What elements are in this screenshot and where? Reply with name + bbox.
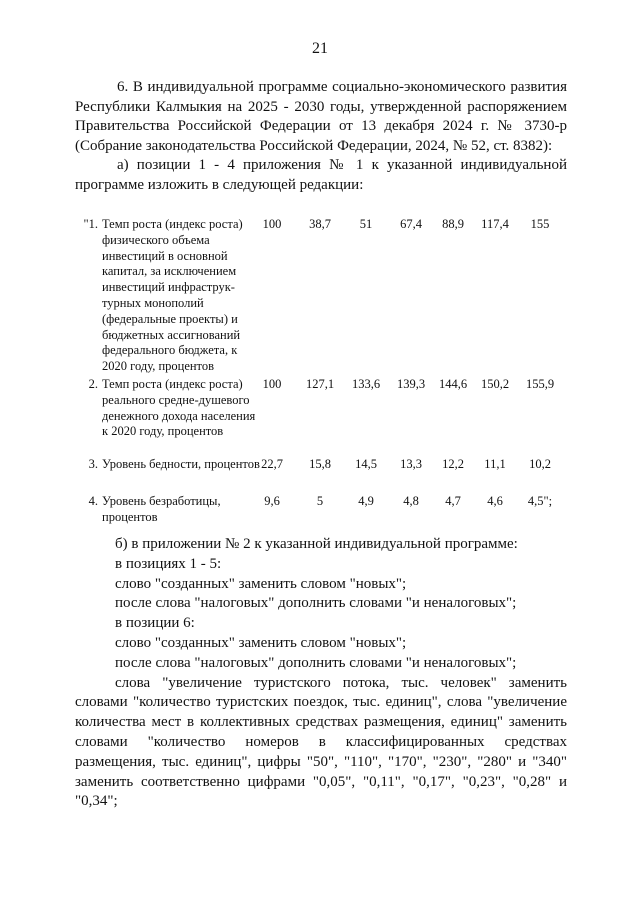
- row-number: 4.: [88, 494, 98, 508]
- table-row: [72, 217, 572, 377]
- value-cell: 4,8: [403, 494, 419, 508]
- value-cell: 155: [530, 217, 550, 231]
- value-cell: 100: [262, 377, 282, 391]
- value-cell: 10,2: [529, 457, 551, 471]
- value-cell: 139,3: [396, 377, 426, 391]
- amendment-paragraph: слова "увеличение туристского потока, тыс. человек" заменить словами "количество туристских поездок, тыс. единиц", слова "увеличение количества мест в коллективных средствах размещения, единиц" заменить словами "количество номеров в классифицированных средствах размещения, тыс. единиц", цифры "50", "110", "170", "230", "280" и "340" заменить соответственно цифрами "0,05", "0,11", "0,17", "0,23", "0,28" и "0,34";: [75, 674, 567, 810]
- value-cell: 9,6: [264, 494, 280, 508]
- amendment-line: после слова "налоговых" дополнить словами "и неналоговых";: [115, 654, 517, 671]
- indicators-table: [72, 217, 572, 528]
- row-number: 3.: [88, 457, 98, 471]
- value-cell: 14,5: [355, 457, 377, 471]
- value-cell: 88,9: [442, 217, 464, 231]
- value-cell: 4,7: [445, 494, 461, 508]
- value-cell: 4,6: [487, 494, 503, 508]
- value-cell: 11,1: [484, 457, 506, 471]
- value-cell: 127,1: [305, 377, 335, 391]
- value-cell: 150,2: [480, 377, 510, 391]
- subitem-b: б) в приложении № 2 к указанной индивидуальной программе:: [115, 536, 518, 552]
- subitem-a: а) позиции 1 - 4 приложения № 1 к указанной индивидуальной программе изложить в следующей редакции:: [75, 157, 567, 193]
- intro-paragraph: 6. В индивидуальной программе социально-экономического развития Республики Калмыкия на 2025 - 2030 годы, утвержденной распоряжением Правительства Российской Федерации от 13 декабря 2024 г. № 3730-р (Собрание законодательства Российской Федерации, 2024, № 52, ст. 8382):: [75, 79, 567, 154]
- value-cell: 38,7: [309, 217, 331, 231]
- row-number: 2.: [88, 377, 98, 391]
- value-cell: 51: [359, 217, 373, 231]
- table-row: [72, 377, 572, 457]
- row-label: Темп роста (индекс роста) реального средне-душевого денежного дохода населения к 2020 году, процентов: [102, 377, 256, 439]
- page-number: 21: [312, 40, 328, 57]
- table-row: [72, 494, 572, 528]
- amendment-line: слово "созданных" заменить словом "новых";: [115, 575, 407, 592]
- row-label: Уровень безработицы, процентов: [102, 494, 221, 524]
- intro-section: [75, 78, 567, 196]
- value-cell: 117,4: [481, 217, 509, 231]
- amendment-line: после слова "налоговых" дополнить словами "и неналоговых";: [115, 595, 517, 612]
- value-cell: 155,9: [525, 377, 555, 391]
- value-cell: 4,9: [358, 494, 374, 508]
- value-cell: 144,6: [438, 377, 468, 391]
- value-cell: 13,3: [400, 457, 422, 471]
- position-6-heading: в позиции 6:: [115, 615, 195, 632]
- value-cell: 4,5";: [527, 494, 553, 508]
- value-cell: 67,4: [400, 217, 422, 231]
- value-cell: 5: [316, 494, 324, 508]
- value-cell: 22,7: [261, 457, 283, 471]
- amendments-section: [75, 535, 567, 812]
- positions-1-5-heading: в позициях 1 - 5:: [115, 555, 222, 572]
- value-cell: 12,2: [442, 457, 464, 471]
- value-cell: 15,8: [309, 457, 331, 471]
- value-cell: 100: [262, 217, 282, 231]
- table-row: [72, 457, 572, 494]
- value-cell: 133,6: [351, 377, 381, 391]
- row-label: Темп роста (индекс роста) физического объема инвестиций в основной капитал, за исключением инвестиций инфраструк-турных монополий (федеральные проекты) и бюджетных ассигнований федерального бюджета, к 2020 году, процентов: [102, 217, 243, 374]
- row-number: "1.: [83, 217, 98, 231]
- amendment-line: слово "созданных" заменить словом "новых";: [115, 634, 407, 651]
- row-label: Уровень бедности, процентов: [102, 457, 260, 471]
